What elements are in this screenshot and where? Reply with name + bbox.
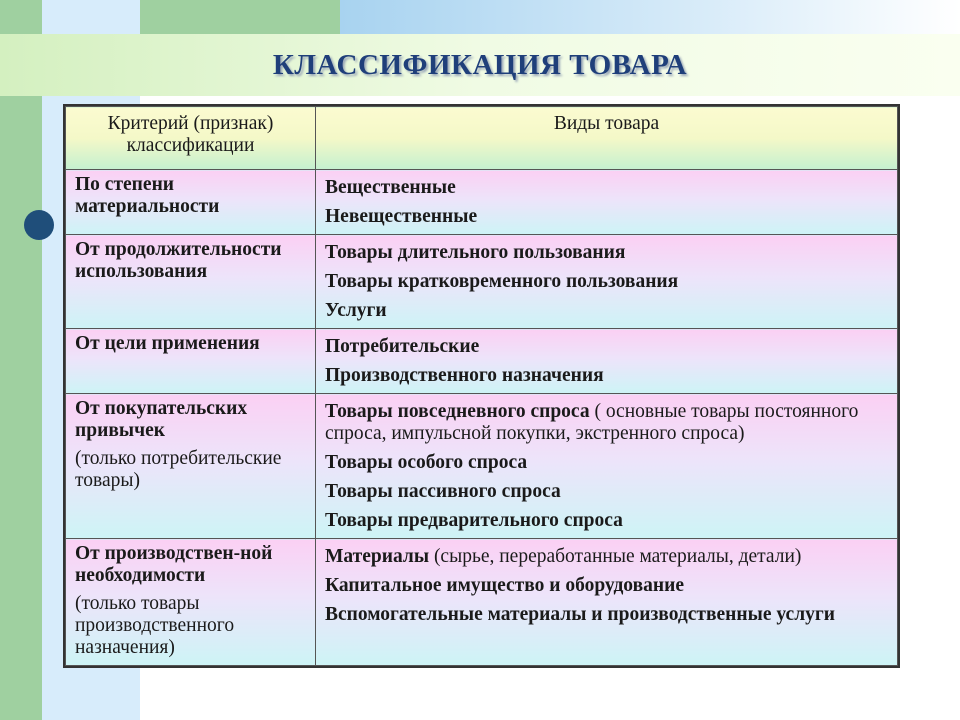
type-item [325,452,888,474]
table-row [66,394,898,539]
type-item [325,546,888,568]
criterion-note: (только товары производственного назначения) [75,593,235,658]
table-header-row [66,107,898,170]
type-item-name: Товары кратковременного пользования [325,271,679,292]
type-item [325,271,888,293]
table-row [66,170,898,235]
table-row [66,539,898,666]
criterion-label: От продолжительности использования [75,239,282,282]
decor-bar-top-gradient [340,0,960,34]
type-item [325,604,888,626]
type-item [325,481,888,503]
type-item-name: Товары длительного пользования [325,242,626,263]
slide-title: КЛАССИФИКАЦИЯ ТОВАРА [272,49,688,81]
criterion-label: По степени материальности [75,174,220,217]
types-cell [316,235,898,329]
criterion-label: От покупательских привычек [75,398,248,441]
type-item-name: Товары особого спроса [325,452,528,473]
criterion-cell [66,394,316,539]
type-item [325,575,888,597]
type-item-name: Невещественные [325,206,478,227]
types-cell [316,394,898,539]
decor-bar-left [0,0,42,720]
type-item-name: Потребительские [325,336,480,357]
types-cell [316,329,898,394]
type-item [325,401,888,445]
type-item-name: Товары пассивного спроса [325,481,561,502]
criterion-cell [66,329,316,394]
criterion-label: От производствен-ной необходимости [75,543,273,586]
type-item [325,365,888,387]
type-item [325,336,888,358]
type-item-name: Капитальное имущество и оборудование [325,575,684,596]
type-item [325,242,888,264]
decor-bar-top [140,0,340,34]
type-item-note: ( основные товары постоянного спроса, импульсной покупки, экстренного спроса) [325,401,859,444]
type-item [325,510,888,532]
criterion-cell [66,539,316,666]
types-cell [316,539,898,666]
type-item-name: Товары предварительного спроса [325,510,623,531]
type-item-name: Производственного назначения [325,365,604,386]
criterion-label: От цели применения [75,333,260,354]
type-item-name: Товары повседневного спроса [325,401,590,422]
header-criterion: Критерий (признак) классификации [66,107,316,170]
type-item-note: (сырье, переработанные материалы, детали) [429,546,802,567]
type-item [325,300,888,322]
header-types: Виды товара [316,107,898,170]
type-item-name: Услуги [325,300,387,321]
type-item [325,177,888,199]
type-item [325,206,888,228]
criterion-cell [66,235,316,329]
table-row [66,329,898,394]
table-row [66,235,898,329]
decor-dot [24,210,54,240]
criterion-note: (только потребительские товары) [75,448,282,491]
type-item-name: Вещественные [325,177,456,198]
criterion-cell [66,170,316,235]
types-cell [316,170,898,235]
type-item-name: Материалы [325,546,430,567]
classification-table [63,104,900,668]
type-item-name: Вспомогательные материалы и производственные услуги [325,604,835,625]
